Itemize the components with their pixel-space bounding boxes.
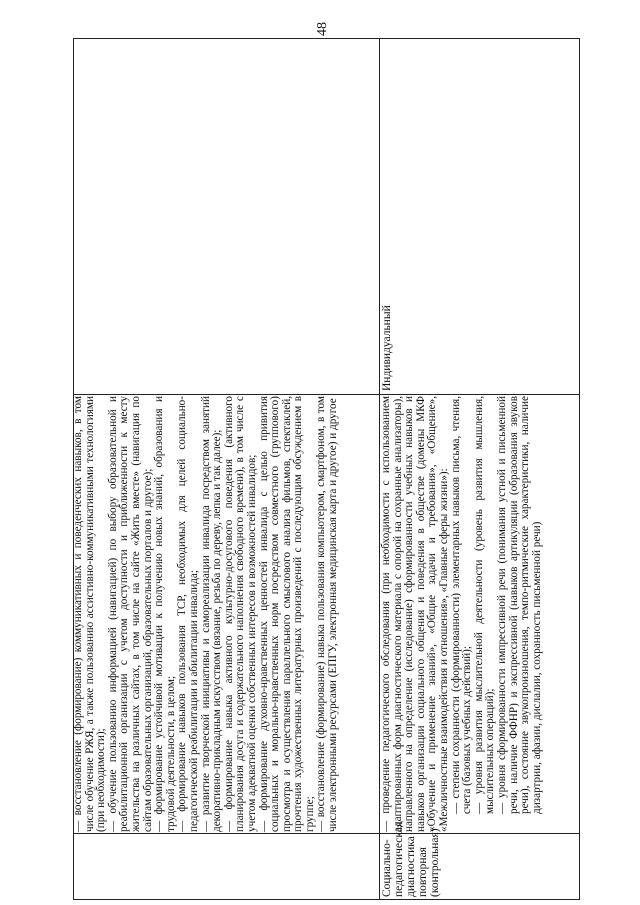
row1-item: — формирование устойчивой мотивации к получению новых знаний, образования и трудовой деятельности, в целом; [153,396,177,832]
row1-item: — обучение пользованию информацией (навигацией) по выбору образовательной и реабилитационной организации с учетом доступности и приближенности к месту жительства на различных сайтах, в том числе на сайте «Жить вместе» (навигация по сайтам образовательных организаций, образовательных порталов и другое); [106,396,154,832]
row1-item: — восстановление (формирование) коммуникативных и поведенческих навыков, в том числе обучение РЖЯ, а также пользованию ассистивно-коммуникативными технологиями (при необходимости); [72,396,108,832]
row1-item: — формирование навыка активного культурно-досугового поведения (активного планирования досуга и содержательного наполнения свободного времени), в том числе с учетом адекватной оценки собственных интересов и возможностей инвалидов; [222,396,258,832]
column-divider-1 [74,394,579,395]
row1-item: — развитие творческой инициативы и самореализации инвалида посредством занятий декоративно-прикладным искусством (вязание, резьба по дереву, лепка и так далее); [199,396,224,832]
page-number: 48 [315,22,330,36]
row2-service-name: Социально-педагогическая диагностика повторная (контрольная) [381,821,441,897]
row2-item: — уровня развития мыслительной деятельности (уровень развития мышления, мыслительных операций); [472,396,497,814]
row1-item: — восстановление (формирование) навыка пользования компьютером, смартфоном, в том числе электронными ресурсами (ЕПГУ, электронная медицинская карта и другое) и другое [315,396,340,832]
services-table [73,38,580,900]
row1-item: — формирование духовно-нравственных ценностей инвалида с целью привития социальных и морально-нравственных норм посредством совместного (группового) просмотра и осуществления параллельного смыслового анализа фильмов, спектаклей, прочтения художественных литературных произведений с последующим обсуждением в группе; [257,396,316,832]
row2-form: Индивидуальный [381,305,393,391]
row2-item: — проведение педагогического обследования (при необходимости с использованием адаптированных форм диагностического материала с опорой на сохранные анализаторы), направленного на определение (исследование) сформированности учебных навыков и навыков организации социального общения и поведения в обществе (домены МКФ «Обучение и применение знаний», «Общие задачи и требования», «Общение», «Межличностные взаимодействия и отношения», «Главные сферы жизни»): [380,396,450,832]
row1-item: — формирование навыков пользования ТСР, необходимых для целей социально-педагогической реабилитации и абилитации инвалида; [176,396,200,832]
column-divider-2 [74,833,579,834]
row2-content [381,396,579,832]
row1-content [73,396,377,832]
row2-item: — степени сохранности (сформированности) элементарных навыков письма, чтения, счета (базовых учебных действий); [449,396,474,814]
row2-item: — уровня сформированности импрессивной речи (понимания устной и письменной речи, наличие ФФНР) и экспрессивной (навыков артикуляции (образования звуков речи), состояние звукопроизношения, темпо-ритмические характеристики, наличие дизартрии, афазии, дислалии, сохранность письменной речи) [495,396,543,814]
